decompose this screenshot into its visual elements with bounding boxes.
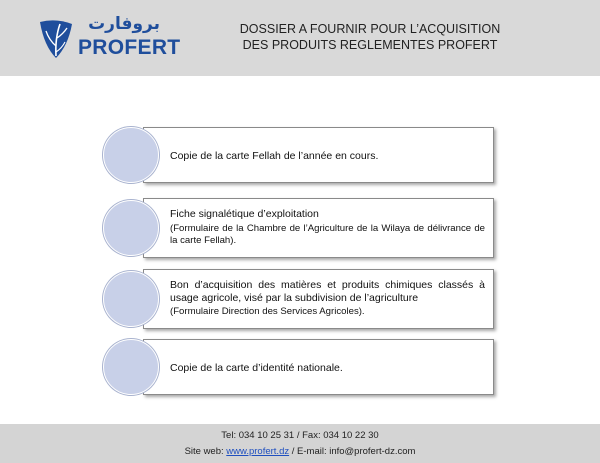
footer-contact: Tel: 034 10 25 31 / Fax: 034 10 22 30 [221, 430, 379, 441]
item-text: Copie de la carte d’identité nationale. [170, 362, 343, 374]
title-line-1: DOSSIER A FOURNIR POUR L’ACQUISITION [239, 22, 501, 36]
item-box [143, 198, 494, 258]
page-header [0, 0, 600, 76]
item-note: (Formulaire de la Chambre de l’Agriculture de la Wilaya de délivrance de la carte Fellah). [170, 222, 485, 246]
bullet-circle [103, 271, 159, 327]
item-note: (Formulaire Direction des Services Agricoles). [170, 306, 365, 317]
item-box [143, 339, 494, 395]
item-text: Bon d’acquisition des matières et produits chimiques classés à usage agricole, visé par la subdivision de l’agriculture [170, 279, 485, 304]
document-title [190, 21, 550, 53]
page-footer [0, 424, 600, 463]
logo-latin-text: PROFERT [78, 36, 181, 59]
item-text: Copie de la carte Fellah de l’année en cours. [170, 150, 379, 162]
title-line-2: DES PRODUITS REGLEMENTES PROFERT [242, 38, 498, 52]
footer-web-line [0, 446, 600, 457]
footer-site-label: Site web: [184, 446, 227, 457]
item-text: Fiche signalétique d’exploitation [170, 208, 319, 220]
item-box [143, 127, 494, 183]
website-link[interactable]: www.profert.dz [226, 446, 290, 457]
list-item [103, 269, 495, 329]
leaf-logo-icon [38, 16, 74, 60]
item-text-block [170, 279, 485, 318]
list-item [103, 198, 495, 258]
profert-logo [38, 12, 181, 64]
list-item [103, 127, 495, 183]
bullet-circle [103, 339, 159, 395]
logo-arabic-text: بروفارت [88, 14, 160, 34]
bullet-circle [103, 127, 159, 183]
bullet-circle [103, 200, 159, 256]
list-item [103, 339, 495, 395]
item-text-block [170, 208, 485, 247]
item-box [143, 269, 494, 329]
footer-email: / E-mail: info@profert-dz.com [289, 446, 416, 457]
